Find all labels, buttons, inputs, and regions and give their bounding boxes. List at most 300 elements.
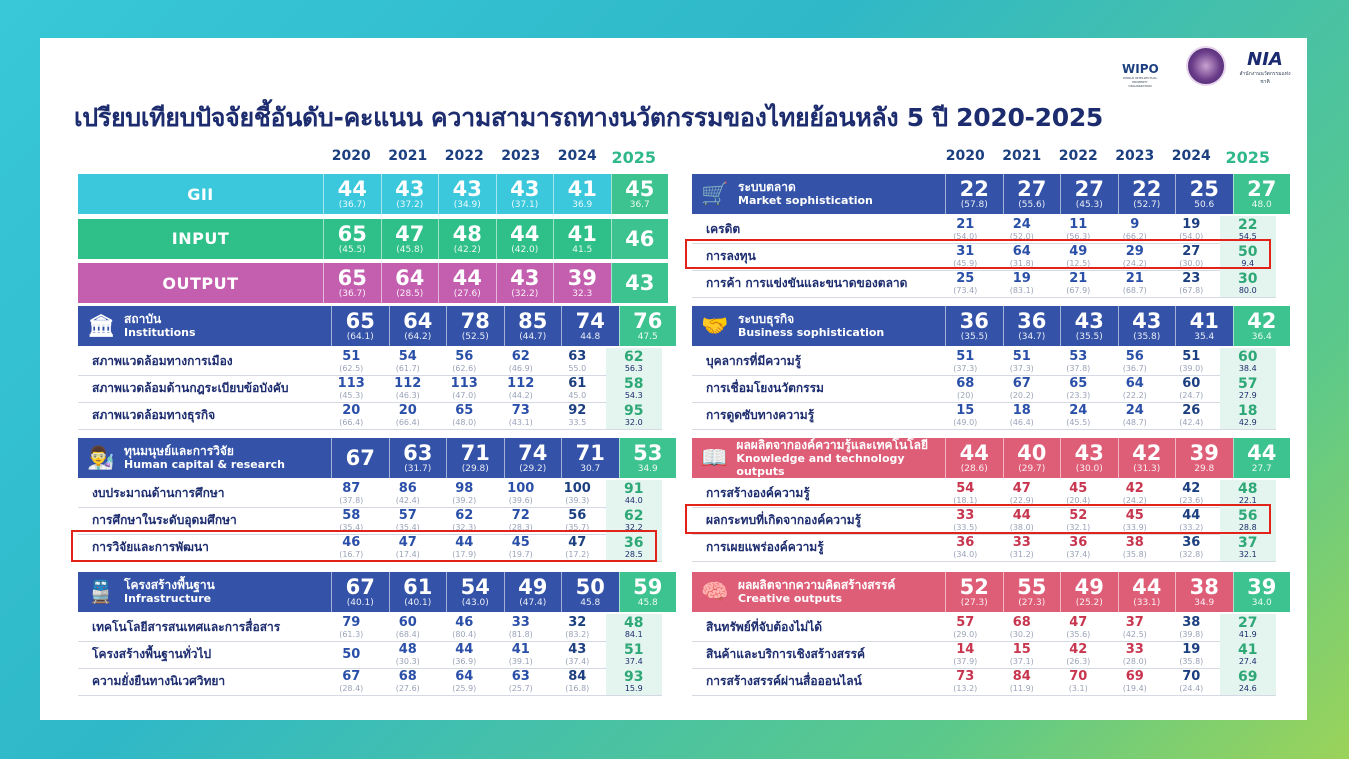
rank-value: 68 — [1012, 615, 1031, 630]
bar-value-2024 — [553, 263, 611, 303]
score-value: (47.0) — [452, 391, 477, 400]
section-title-en: Creative outputs — [738, 592, 843, 605]
bar-value-2025 — [619, 438, 677, 478]
rank-value: 41 — [511, 642, 530, 657]
score-value: (57.8) — [960, 200, 988, 210]
row-value-2025 — [606, 375, 663, 402]
score-value: (22.9) — [1009, 496, 1034, 505]
rank-value: 45 — [625, 177, 655, 201]
row-value-2020 — [323, 404, 380, 427]
score-value: (30.0) — [1075, 464, 1103, 474]
rank-value: 60 — [398, 615, 417, 630]
rank-value: 44 — [1182, 508, 1201, 523]
rank-value: 24 — [1069, 403, 1088, 418]
section-label — [78, 572, 331, 612]
year-2024: 2024 — [557, 148, 597, 164]
rank-value: 67 — [1012, 376, 1031, 391]
rank-value: 19 — [1182, 217, 1201, 232]
score-value: (48.0) — [452, 418, 477, 427]
section-titles — [738, 313, 884, 339]
bar-value-2022 — [1060, 306, 1118, 346]
rank-value: 65 — [345, 309, 375, 333]
rank-value: 27 — [1238, 615, 1258, 631]
score-value: (47.4) — [519, 598, 547, 608]
score-value: (45.3) — [1075, 200, 1103, 210]
rank-value: 56 — [568, 508, 587, 523]
row-value-2023 — [1107, 643, 1164, 666]
page-title: เปรียบเทียบปัจจัยชี้อันดับ-คะแนน ความสามารถทางนวัตกรรมของไทยย้อนหลัง 5 ปี 2020-2025 — [74, 103, 1104, 132]
rank-value: 56 — [1238, 508, 1258, 524]
score-value: (35.8) — [1122, 550, 1147, 559]
score-value: 34.9 — [637, 464, 658, 474]
row-value-2022 — [436, 509, 493, 532]
rank-value: 18 — [1238, 403, 1258, 419]
section-title-th: ระบบตลาด — [738, 180, 796, 194]
bar-value-2023 — [1118, 306, 1176, 346]
rank-value: 84 — [568, 669, 587, 684]
score-value: (39.6) — [508, 496, 533, 505]
rank-value: 50 — [575, 575, 605, 599]
score-value: (24.2) — [1122, 496, 1147, 505]
row-value-2024 — [1163, 482, 1220, 505]
row-value-2021 — [380, 509, 437, 532]
cart-icon: 🛒 — [701, 181, 729, 207]
row-value-2022 — [436, 643, 493, 666]
row-value-2025 — [1220, 480, 1277, 507]
row-value-2024 — [1163, 350, 1220, 373]
rank-value: 71 — [460, 441, 490, 465]
rank-value: 27 — [1182, 244, 1201, 259]
row-value-2023 — [493, 350, 550, 373]
rank-value: 44 — [1247, 441, 1277, 465]
score-value: (17.4) — [395, 550, 420, 559]
score-value: (34.0) — [953, 550, 978, 559]
rank-value: 49 — [518, 575, 548, 599]
score-value: (43.1) — [508, 418, 533, 427]
row-value-2020 — [937, 218, 994, 241]
summary-bar-gii — [78, 174, 668, 214]
score-value: (39.0) — [1179, 364, 1204, 373]
bar-value-2025 — [619, 306, 677, 346]
rank-value: 73 — [511, 403, 530, 418]
score-value: (25.2) — [1075, 598, 1103, 608]
year-2025: 2025 — [611, 148, 657, 167]
table-row — [78, 402, 662, 430]
rank-value: 36 — [1069, 535, 1088, 550]
rank-value: 65 — [1069, 376, 1088, 391]
rank-value: 70 — [1182, 669, 1201, 684]
rank-value: 24 — [1125, 403, 1144, 418]
row-value-2024 — [549, 509, 606, 532]
row-value-2020 — [323, 377, 380, 400]
row-value-2023 — [493, 404, 550, 427]
section-label — [78, 438, 331, 478]
nia-logo-mark: NIA — [1247, 49, 1283, 70]
rank-value: 57 — [956, 615, 975, 630]
score-value: (61.3) — [339, 630, 364, 639]
score-value: (44.7) — [519, 332, 547, 342]
row-value-2025 — [606, 668, 663, 695]
score-value: 48.0 — [1251, 200, 1272, 210]
rank-value: 58 — [624, 376, 644, 392]
section-title-th: โครงสร้างพื้นฐาน — [124, 578, 215, 592]
rank-value: 43 — [1074, 441, 1104, 465]
rank-value: 67 — [345, 446, 375, 470]
bar-value-2025 — [1233, 174, 1291, 214]
rank-value: 76 — [633, 309, 663, 333]
rank-value: 36 — [624, 535, 644, 551]
score-value: (46.9) — [508, 364, 533, 373]
rank-value: 20 — [398, 403, 417, 418]
rank-value: 18 — [1012, 403, 1031, 418]
rank-value: 15 — [1012, 642, 1031, 657]
rank-value: 37 — [1238, 535, 1258, 551]
rank-value: 19 — [1012, 271, 1031, 286]
rank-value: 33 — [511, 615, 530, 630]
row-value-2023 — [493, 482, 550, 505]
rank-value: 25 — [1189, 177, 1219, 201]
score-value: (64.1) — [346, 332, 374, 342]
table-row — [692, 348, 1276, 376]
bar-value-2023 — [496, 174, 554, 214]
score-value: (45.8) — [396, 244, 424, 255]
rank-value: 51 — [1012, 349, 1031, 364]
summary-title: GII — [187, 184, 214, 204]
rank-value: 27 — [1247, 177, 1277, 201]
year-header-right — [937, 148, 1276, 168]
rank-value: 15 — [956, 403, 975, 418]
wipo-logo — [1122, 44, 1159, 88]
rank-value: 44 — [1132, 575, 1162, 599]
score-value: (43.0) — [461, 598, 489, 608]
score-value: (30.0) — [1179, 259, 1204, 268]
rank-value: 23 — [1182, 271, 1201, 286]
rank-value: 36 — [956, 535, 975, 550]
rank-value: 65 — [337, 266, 367, 290]
row-value-2023 — [1107, 377, 1164, 400]
rank-value: 33 — [1125, 642, 1144, 657]
score-value: 54.5 — [1238, 232, 1257, 241]
row-value-2024 — [1163, 404, 1220, 427]
row-value-2024 — [549, 482, 606, 505]
score-value: (42.5) — [1122, 630, 1147, 639]
row-value-2025 — [606, 402, 663, 429]
rank-value: 36 — [959, 309, 989, 333]
score-value: (40.1) — [404, 598, 432, 608]
bar-value-2020 — [331, 306, 389, 346]
bar-value-2024 — [1175, 174, 1233, 214]
score-value: (12.5) — [1066, 259, 1091, 268]
row-value-2021 — [994, 670, 1051, 693]
rank-value: 64 — [1125, 376, 1144, 391]
bar-value-2025 — [619, 572, 677, 612]
section-title-th: ผลผลิตจากองค์ความรู้และเทคโนโลยี — [736, 437, 929, 452]
row-value-2021 — [380, 670, 437, 693]
score-value: (42.4) — [1179, 418, 1204, 427]
year-2020: 2020 — [331, 148, 371, 164]
rank-value: 49 — [1074, 575, 1104, 599]
row-value-2023 — [1107, 218, 1164, 241]
score-value: (45.9) — [953, 259, 978, 268]
rank-value: 62 — [455, 508, 474, 523]
rank-value: 39 — [1189, 441, 1219, 465]
score-value: (52.7) — [1133, 200, 1161, 210]
score-value: (35.5) — [960, 332, 988, 342]
rank-value: 67 — [345, 575, 375, 599]
row-value-2024 — [549, 377, 606, 400]
row-label: บุคลากรที่มีความรู้ — [706, 354, 802, 368]
rank-value: 43 — [1074, 309, 1104, 333]
section-title-en: Institutions — [124, 326, 196, 339]
score-value: (39.3) — [565, 496, 590, 505]
score-value: 80.0 — [1238, 286, 1257, 295]
score-value: (18.1) — [953, 496, 978, 505]
rank-value: 40 — [1017, 441, 1047, 465]
table-row — [692, 375, 1276, 403]
score-value: (46.4) — [1009, 418, 1034, 427]
score-value: 44.8 — [580, 332, 601, 342]
rank-value: 64 — [1012, 244, 1031, 259]
bar-value-2024 — [561, 572, 619, 612]
section-bar-institution — [78, 306, 676, 346]
score-value: 41.9 — [1238, 630, 1257, 639]
score-value: (52.5) — [461, 332, 489, 342]
rank-value: 42 — [1247, 309, 1277, 333]
bar-value-2024 — [553, 174, 611, 214]
score-value: 9.4 — [1241, 259, 1255, 268]
nia-logo-subtitle: สำนักงานนวัตกรรมแห่งชาติ — [1239, 71, 1291, 85]
score-value: 35.4 — [1194, 332, 1215, 342]
score-value: (17.2) — [565, 550, 590, 559]
score-value: 37.4 — [624, 657, 643, 666]
rank-value: 62 — [624, 349, 644, 365]
score-value: 45.8 — [637, 598, 658, 608]
score-value: (54.0) — [953, 232, 978, 241]
row-value-2024 — [549, 670, 606, 693]
bar-value-2024 — [1175, 306, 1233, 346]
rank-value: 68 — [956, 376, 975, 391]
rank-value: 52 — [1069, 508, 1088, 523]
score-value: (49.0) — [953, 418, 978, 427]
score-value: (32.1) — [1066, 523, 1091, 532]
section-titles — [738, 181, 873, 207]
highlight-knowledge-impact-row — [685, 504, 1271, 534]
rank-value: 51 — [342, 349, 361, 364]
row-label: โครงสร้างพื้นฐานทั่วไป — [92, 647, 212, 661]
row-value-2021 — [994, 536, 1051, 559]
score-value: (37.2) — [396, 200, 424, 210]
row-value-2024 — [549, 616, 606, 639]
score-value: (42.4) — [395, 496, 420, 505]
table-row — [78, 375, 662, 403]
rank-value: 78 — [460, 309, 490, 333]
rank-value: 44 — [337, 177, 367, 201]
section-titles — [736, 439, 945, 478]
rank-value: 41 — [567, 177, 597, 201]
rank-value: 62 — [511, 349, 530, 364]
rank-value: 50 — [342, 646, 361, 662]
rank-value: 31 — [956, 244, 975, 259]
institution-icon: 🏛 — [87, 313, 115, 339]
rank-value: 46 — [625, 226, 655, 251]
rank-value: 54 — [398, 349, 417, 364]
score-value: (31.7) — [404, 464, 432, 474]
score-value: (28.0) — [1122, 657, 1147, 666]
score-value: (39.8) — [1179, 630, 1204, 639]
rank-value: 64 — [403, 309, 433, 333]
score-value: 45.8 — [580, 598, 601, 608]
score-value: (17.9) — [452, 550, 477, 559]
rank-value: 57 — [1238, 376, 1258, 392]
rank-value: 55 — [1017, 575, 1047, 599]
score-value: (33.2) — [1179, 523, 1204, 532]
score-value: (20.4) — [1066, 496, 1091, 505]
row-value-2022 — [436, 404, 493, 427]
year-2022: 2022 — [1058, 148, 1098, 164]
rank-value: 44 — [959, 441, 989, 465]
score-value: 50.6 — [1194, 200, 1215, 210]
score-value: (36.7) — [1122, 364, 1147, 373]
row-value-2021 — [380, 482, 437, 505]
row-value-2022 — [1050, 616, 1107, 639]
row-value-2021 — [994, 377, 1051, 400]
rank-value: 43 — [568, 642, 587, 657]
rank-value: 73 — [956, 669, 975, 684]
bar-value-2020 — [323, 174, 381, 214]
rank-value: 19 — [1182, 642, 1201, 657]
score-value: (40.1) — [346, 598, 374, 608]
score-value: (35.6) — [1066, 630, 1091, 639]
score-value: (33.1) — [1133, 598, 1161, 608]
score-value: (61.7) — [395, 364, 420, 373]
year-header-left — [323, 148, 662, 168]
score-value: (83.1) — [1009, 286, 1034, 295]
row-value-2022 — [1050, 350, 1107, 373]
section-label — [692, 174, 945, 214]
rank-value: 49 — [1069, 244, 1088, 259]
section-bar-train — [78, 572, 676, 612]
row-value-2023 — [493, 616, 550, 639]
score-value: (37.9) — [953, 657, 978, 666]
row-label: การศึกษาในระดับอุดมศึกษา — [92, 513, 237, 527]
section-titles — [738, 579, 895, 605]
book-icon: 📖 — [700, 445, 728, 471]
rank-value: 45 — [1069, 481, 1088, 496]
row-label: การเผยแพร่องค์ความรู้ — [706, 540, 824, 554]
section-label — [692, 306, 945, 346]
score-value: (48.7) — [1122, 418, 1147, 427]
row-value-2024 — [1163, 218, 1220, 241]
section-label — [78, 306, 331, 346]
rank-value: 9 — [1130, 217, 1140, 232]
bar-value-2021 — [381, 263, 439, 303]
bar-value-2020 — [945, 438, 1003, 478]
rank-value: 112 — [507, 376, 535, 391]
row-label: ความยั่งยืนทางนิเวศวิทยา — [92, 674, 226, 688]
score-value: (32.2) — [511, 289, 539, 299]
rank-value: 47 — [1069, 615, 1088, 630]
row-value-2025 — [1220, 348, 1277, 375]
row-label: สภาพแวดล้อมทางการเมือง — [92, 354, 233, 368]
score-value: (24.4) — [1179, 684, 1204, 693]
score-value: (54.0) — [1179, 232, 1204, 241]
bar-value-2023 — [504, 572, 562, 612]
row-value-2024 — [549, 404, 606, 427]
score-value: (27.6) — [453, 289, 481, 299]
rank-value: 38 — [1125, 535, 1144, 550]
row-value-2021 — [994, 218, 1051, 241]
row-value-2025 — [1220, 641, 1277, 668]
rank-value: 39 — [1247, 575, 1277, 599]
score-value: (19.4) — [1122, 684, 1147, 693]
bar-value-2025 — [611, 174, 669, 214]
bar-value-2024 — [561, 438, 619, 478]
row-value-2025 — [1220, 402, 1277, 429]
rank-value: 86 — [398, 481, 417, 496]
bar-value-2024 — [1175, 572, 1233, 612]
table-row — [692, 270, 1276, 298]
bar-value-2025 — [1233, 438, 1291, 478]
score-value: (27.3) — [1018, 598, 1046, 608]
score-value: (22.2) — [1122, 391, 1147, 400]
score-value: (38.0) — [1009, 523, 1034, 532]
year-2024: 2024 — [1171, 148, 1211, 164]
score-value: (39.1) — [508, 657, 533, 666]
row-value-2021 — [380, 616, 437, 639]
rank-value: 61 — [403, 575, 433, 599]
score-value: 32.2 — [624, 523, 643, 532]
score-value: 28.5 — [624, 550, 643, 559]
row-value-2022 — [1050, 404, 1107, 427]
row-value-2021 — [380, 377, 437, 400]
rank-value: 79 — [342, 615, 361, 630]
bar-value-2023 — [496, 219, 554, 259]
rank-value: 59 — [633, 575, 663, 599]
rank-value: 44 — [455, 642, 474, 657]
bar-value-2021 — [389, 438, 447, 478]
score-value: 36.7 — [629, 200, 650, 210]
rank-value: 22 — [1132, 177, 1162, 201]
rank-value: 112 — [394, 376, 422, 391]
score-value: (56.3) — [1066, 232, 1091, 241]
bar-value-2021 — [1003, 572, 1061, 612]
rank-value: 42 — [1069, 642, 1088, 657]
bar-value-2021 — [381, 219, 439, 259]
score-value: 32.0 — [624, 418, 643, 427]
section-bar-researcher — [78, 438, 676, 478]
score-value: (46.3) — [395, 391, 420, 400]
row-value-2021 — [380, 350, 437, 373]
brain-icon: 🧠 — [701, 579, 729, 605]
row-value-2024 — [1163, 643, 1220, 666]
score-value: 47.5 — [637, 332, 658, 342]
score-value: (11.9) — [1009, 684, 1034, 693]
rank-value: 42 — [1182, 481, 1201, 496]
score-value: 27.9 — [1238, 391, 1257, 400]
row-value-2022 — [436, 482, 493, 505]
row-value-2025 — [606, 614, 663, 641]
train-icon: 🚆 — [87, 579, 115, 605]
rank-value: 48 — [398, 642, 417, 657]
rank-value: 92 — [568, 403, 587, 418]
section-titles — [124, 579, 215, 605]
score-value: (19.7) — [508, 550, 533, 559]
score-value: (68.7) — [1122, 286, 1147, 295]
score-value: 30.7 — [580, 464, 601, 474]
score-value: (81.8) — [508, 630, 533, 639]
score-value: (80.4) — [452, 630, 477, 639]
score-value: (83.2) — [565, 630, 590, 639]
